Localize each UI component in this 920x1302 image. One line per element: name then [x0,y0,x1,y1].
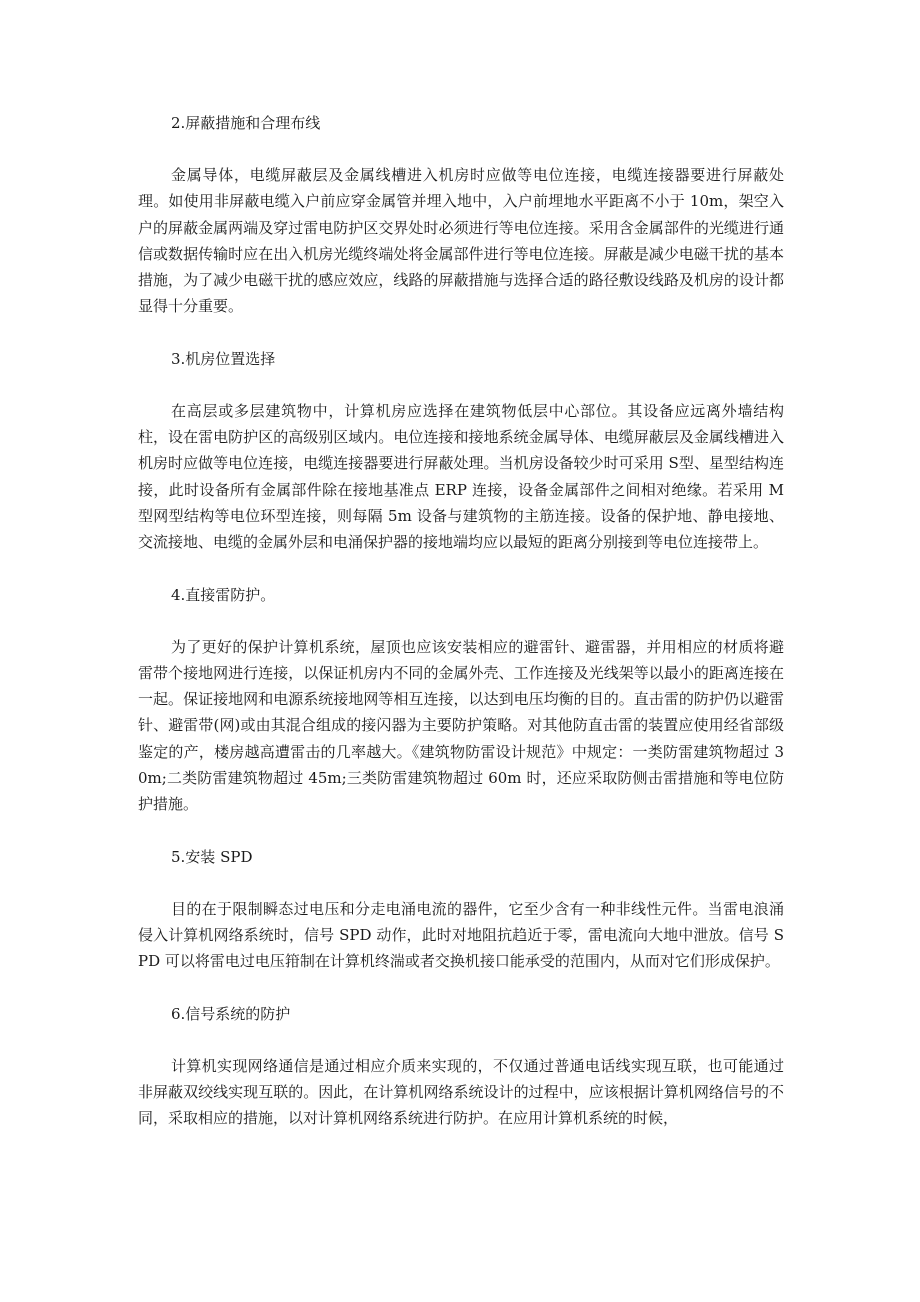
section-spd [138,844,784,975]
section-room-location [138,346,784,556]
section-paragraph: 目的在于限制瞬态过电压和分走电涌电流的器件，它至少含有一种非线性元件。当雷电浪涌侵入计算机网络系统时，信号 SPD 动作，此时对地阻抗趋近于零，雷电流向大地中泄放。信号 SPD 可以将雷电过电压箝制在计算机终湍或者交换机接口能承受的范围内，从而对它们形成保护。 [138,899,784,971]
document-page [138,110,784,1131]
section-signal-protection [138,1001,784,1132]
section-heading: 5.安装 SPD [171,847,253,866]
section-paragraph: 计算机实现网络通信是通过相应介质来实现的，不仅通过普通电话线实现互联，也可能通过非屏蔽双绞线实现互联的。因此，在计算机网络系统设计的过程中，应该根据计算机网络信号的不同，采取相应的措施，以对计算机网络系统进行防护。在应用计算机系统的时候， [138,1056,784,1128]
section-direct-lightning [138,582,784,818]
section-shielding [138,110,784,320]
section-heading: 4.直接雷防护。 [171,585,276,604]
section-paragraph: 在高层或多层建筑物中，计算机房应选择在建筑物低层中心部位。其设备应远离外墙结构柱，设在雷电防护区的高级别区域内。电位连接和接地系统金属导体、电缆屏蔽层及金属线槽进入机房时应做等电位连接，电缆连接器要进行屏蔽处理。当机房设备较少时可采用 S型、星型结构连接，此时设备所有金属部件除在接地基准点 ERP 连接，设备金属部件之间相对绝缘。若采用 M 型网型结构等电位环型连接，则每隔 5m 设备与建筑物的主筋连接。设备的保护地、静电接地、交流接地、电缆的金属外层和电涌保护器的接地端均应以最短的距离分别接到等电位连接带上。 [138,401,784,552]
section-paragraph: 金属导体，电缆屏蔽层及金属线槽进入机房时应做等电位连接，电缆连接器要进行屏蔽处理。如使用非屏蔽电缆入户前应穿金属管并埋入地中，入户前埋地水平距离不小于 10m，架空入户的屏蔽金属两端及穿过雷电防护区交界处时必须进行等电位连接。采用含金属部件的光缆进行通信或数据传输时应在出入机房光缆终端处将金属部件进行等电位连接。屏蔽是减少电磁干扰的基本措施，为了减少电磁干扰的感应效应，线路的屏蔽措施与选择合适的路径敷设线路及机房的设计都显得十分重要。 [138,166,784,316]
section-heading: 2.屏蔽措施和合理布线 [171,114,321,132]
section-heading: 3.机房位置选择 [171,349,276,368]
section-paragraph: 为了更好的保护计算机系统，屋顶也应该安装相应的避雷针、避雷器，并用相应的材质将避雷带个接地网进行连接，以保证机房内不同的金属外壳、工作连接及光线架等以最小的距离连接在一起。保证接地网和电源系统接地网等相互连接，以达到电压均衡的目的。直击雷的防护仍以避雷针、避雷带(网)或由其混合组成的接闪器为主要防护策略。对其他防直击雷的装置应使用经省部级鉴定的产，楼房越高遭雷击的几率越大。《建筑物防雷设计规范》中规定：一类防雷建筑物超过 30m;二类防雷建筑物超过 45m;三类防雷建筑物超过 60m 时，还应采取防侧击雷措施和等电位防护措施。 [138,637,784,814]
section-heading: 6.信号系统的防护 [171,1004,291,1023]
